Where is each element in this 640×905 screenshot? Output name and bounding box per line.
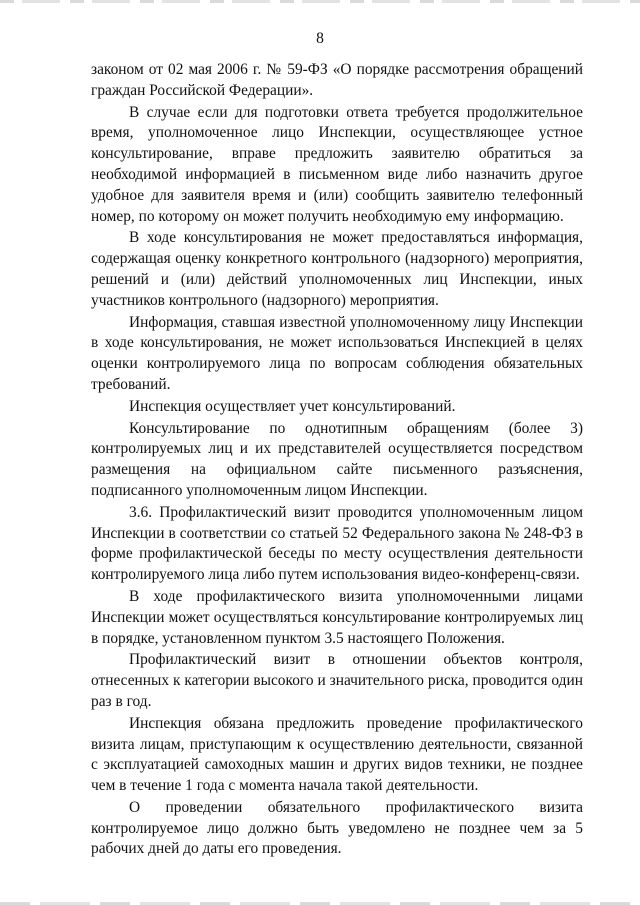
paragraph: О проведении обязательного профилактического визита контролируемое лицо должно быть уведомлено не позднее чем за 5 рабочих дней до даты его проведения.: [91, 798, 583, 858]
paragraph: Профилактический визит в отношении объектов контроля, отнесенных к категории высокого и значительного риска, проводится один раз в год.: [91, 651, 583, 710]
scan-edge-top: [0, 0, 640, 3]
document-body: [91, 60, 583, 861]
paragraph: Консультирование по однотипным обращениям (более 3) контролируемых лиц и их представителей осуществляется посредством размещения на официальном сайте письменного разъяснения, подписанного уполномоченным лицом Инспекции.: [91, 419, 583, 499]
page-number: 8: [316, 30, 324, 47]
paragraph: В случае если для подготовки ответа требуется продолжительное время, уполномоченное лицо Инспекции, осуществляющее устное консультирование, вправе предложить заявителю обратиться за необходимой информацией в письменном виде либо назначить другое удобное для заявителя время и (или) сообщить заявителю телефонный номер, по которому он может получить необходимую ему информацию.: [91, 103, 583, 225]
paragraph: Инспекция осуществляет учет консультирований.: [129, 397, 456, 415]
paragraph-section-3-6: 3.6. Профилактический визит проводится уполномоченным лицом Инспекции в соответствии со статьей 52 Федерального закона № 248-ФЗ в форме профилактической беседы по месту осуществления деятельности контролируемого лица либо путем использования видео-конференц-связи.: [91, 503, 583, 584]
paragraph: В ходе консультирования не может предоставляться информация, содержащая оценку конкретного контрольного (надзорного) мероприятия, решений и (или) действий уполномоченных лиц Инспекции, иных участников контрольного (надзорного) мероприятия.: [91, 229, 583, 309]
paragraph-continuation: законом от 02 мая 2006 г. № 59-ФЗ «О порядке рассмотрения обращений граждан Российской Федерации».: [91, 61, 583, 99]
paragraph: В ходе профилактического визита уполномоченными лицами Инспекции может осуществляться консультирование контролируемых лиц в порядке, установленном пунктом 3.5 настоящего Положения.: [91, 587, 583, 647]
paragraph: Информация, ставшая известной уполномоченному лицу Инспекции в ходе консультирования, не может использоваться Инспекцией в целях оценки контролируемого лица по вопросам соблюдения обязательных требований.: [91, 313, 583, 393]
paragraph: Инспекция обязана предложить проведение профилактического визита лицам, приступающим к осуществлению деятельности, связанной с эксплуатацией самоходных машин и других видов техники, не позднее чем в течение 1 года с момента начала такой деятельности.: [91, 714, 583, 795]
